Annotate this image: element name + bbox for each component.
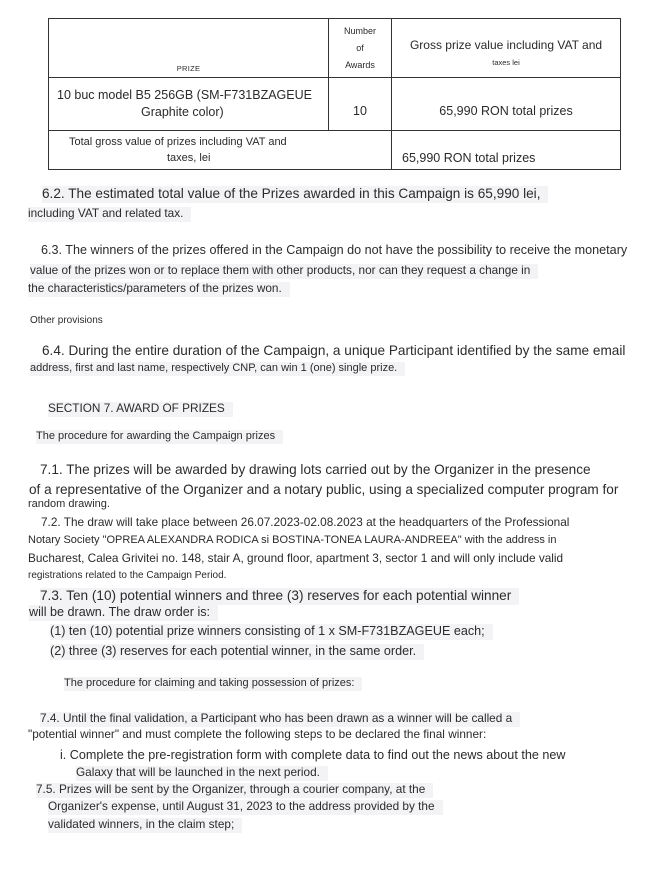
- paragraph-6-3-line2: value of the prizes won or to replace them with other products, nor can they request a change in: [30, 264, 538, 279]
- header-number-line: Number: [343, 25, 376, 36]
- paragraph-7-5-line2: Organizer's expense, until August 31, 2023 to the address provided by the: [48, 800, 443, 815]
- prize-model-cell: [49, 78, 329, 131]
- header-gross-value-label: Gross prize value including VAT and: [409, 37, 603, 52]
- header-gross-value-sub: taxes lei: [492, 57, 520, 67]
- awarding-procedure-heading: The procedure for awarding the Campaign prizes: [36, 430, 283, 444]
- prize-count-cell: 10: [329, 78, 392, 131]
- paragraph-6-3-line3: the characteristics/parameters of the prizes won.: [28, 282, 290, 297]
- step-i-line1: i. Complete the pre-registration form with complete data to find out the news about the new: [60, 748, 566, 762]
- paragraph-7-3-line2: will be drawn. The draw order is:: [29, 605, 218, 621]
- header-gross-value: [392, 19, 621, 78]
- prize-value-cell: 65,990 RON total prizes: [392, 78, 621, 131]
- header-of-line: of: [356, 42, 364, 53]
- prize-table: [48, 18, 621, 170]
- total-label-cell: [49, 131, 392, 170]
- claiming-procedure-heading: The procedure for claiming and taking possession of prizes:: [64, 677, 362, 691]
- paragraph-7-4-line1: 7.4. Until the final validation, a Participant who has been drawn as a winner will be called a: [40, 712, 520, 727]
- draw-order-item-1: (1) ten (10) potential prize winners consisting of 1 x SM-F731BZAGEUE each;: [50, 624, 493, 640]
- paragraph-7-3-line1: 7.3. Ten (10) potential winners and three (3) reserves for each potential winner: [40, 588, 519, 605]
- paragraph-7-2-line1: 7.2. The draw will take place between 26.07.2023-02.08.2023 at the headquarters of the Professional: [41, 515, 570, 529]
- table-row: [49, 78, 621, 131]
- paragraph-7-1-line3: random drawing.: [28, 498, 110, 510]
- paragraph-7-1-line1: 7.1. The prizes will be awarded by drawing lots carried out by the Organizer in the presence: [40, 462, 591, 477]
- total-label-line2: taxes, lei: [167, 152, 211, 164]
- header-prize: [49, 19, 329, 78]
- paragraph-6-4-line1: 6.4. During the entire duration of the Campaign, a unique Participant identified by the same email: [42, 343, 626, 358]
- header-number-of-awards: [329, 19, 392, 78]
- table-header-row: [49, 19, 621, 78]
- paragraph-7-4-line2: "potential winner" and must complete the following steps to be declared the final winner:: [28, 727, 487, 741]
- paragraph-6-2-line1: 6.2. The estimated total value of the Prizes awarded in this Campaign is 65,990 lei,: [42, 186, 548, 203]
- header-prize-label: PRIZE: [176, 64, 201, 73]
- paragraph-7-2-line3: Bucharest, Calea Grivitei no. 148, stair A, ground floor, apartment 3, sector 1 and will only include valid: [28, 551, 564, 565]
- paragraph-7-5-line1: 7.5. Prizes will be sent by the Organizer, through a courier company, at the: [36, 783, 433, 798]
- section-7-heading: SECTION 7. AWARD OF PRIZES: [48, 402, 233, 417]
- paragraph-7-5-line3: validated winners, in the claim step;: [48, 818, 242, 833]
- step-i-line2: Galaxy that will be launched in the next period.: [76, 766, 328, 781]
- header-awards-line: Awards: [345, 59, 375, 70]
- total-label-line1: Total gross value of prizes including VAT and: [69, 136, 287, 148]
- paragraph-7-1-line2: of a representative of the Organizer and a notary public, using a specialized computer program for: [29, 482, 619, 497]
- prize-model-line2: Graphite color): [141, 105, 224, 119]
- paragraph-6-4-line2: address, first and last name, respectively CNP, can win 1 (one) single prize.: [30, 362, 405, 376]
- draw-order-item-2: (2) three (3) reserves for each potential winner, in the same order.: [50, 644, 424, 660]
- total-value-cell: 65,990 RON total prizes: [392, 131, 621, 170]
- table-total-row: [49, 131, 621, 170]
- prize-model-line1: 10 buc model B5 256GB (SM-F731BZAGEUE: [57, 88, 312, 102]
- paragraph-6-3-line1: 6.3. The winners of the prizes offered in the Campaign do not have the possibility to receive the monetary: [41, 243, 628, 257]
- paragraph-6-2-line2: including VAT and related tax.: [28, 207, 191, 222]
- paragraph-7-2-line2: Notary Society "OPREA ALEXANDRA RODICA si BOSTINA-TONEA LAURA-ANDREEA" with the address in: [28, 534, 557, 546]
- paragraph-7-2-line4: registrations related to the Campaign Period.: [28, 570, 227, 581]
- other-provisions-heading: Other provisions: [30, 315, 103, 326]
